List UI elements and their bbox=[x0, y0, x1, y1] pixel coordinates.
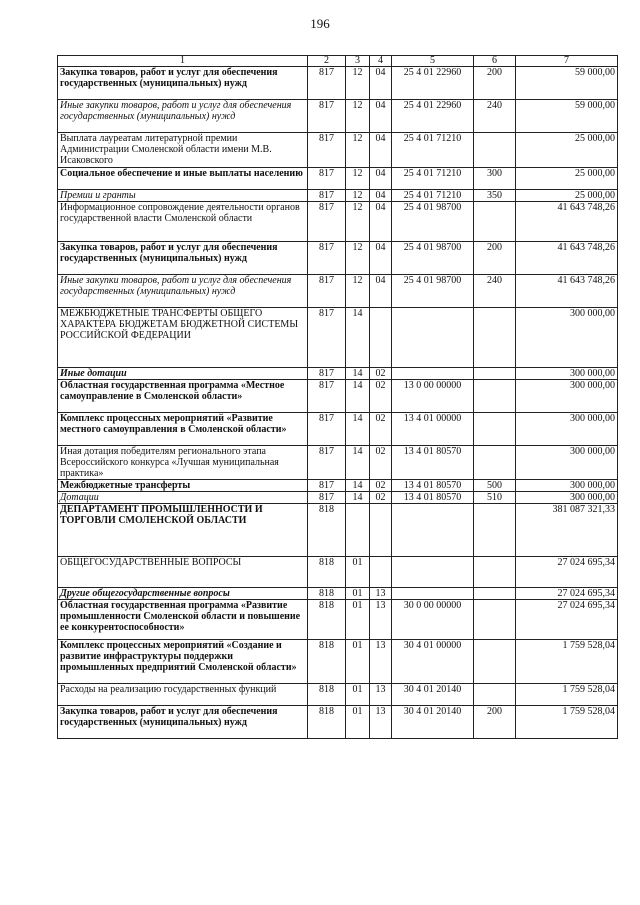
row-code-subsection: 02 bbox=[370, 380, 392, 413]
table-header-row bbox=[58, 56, 618, 67]
row-code-subsection: 04 bbox=[370, 275, 392, 308]
table-row bbox=[58, 446, 618, 480]
row-code-subsection: 13 bbox=[370, 706, 392, 739]
row-code-section: 12 bbox=[346, 168, 370, 190]
row-name: Закупка товаров, работ и услуг для обеспечения государственных (муниципальных) нужд bbox=[58, 706, 308, 739]
row-amount: 381 087 321,33 bbox=[516, 504, 618, 557]
row-code-subsection: 02 bbox=[370, 480, 392, 492]
row-code-section: 01 bbox=[346, 600, 370, 640]
row-amount: 41 643 748,26 bbox=[516, 202, 618, 242]
row-name: ДЕПАРТАМЕНТ ПРОМЫШЛЕННОСТИ И ТОРГОВЛИ СМОЛЕНСКОЙ ОБЛАСТИ bbox=[58, 504, 308, 557]
row-code-target: 13 4 01 80570 bbox=[392, 492, 474, 504]
row-code-expense-type: 200 bbox=[474, 706, 516, 739]
table-row bbox=[58, 368, 618, 380]
row-name: Иные дотации bbox=[58, 368, 308, 380]
row-name: ОБЩЕГОСУДАРСТВЕННЫЕ ВОПРОСЫ bbox=[58, 557, 308, 588]
row-code-expense-type: 240 bbox=[474, 275, 516, 308]
row-amount: 300 000,00 bbox=[516, 492, 618, 504]
row-code-subsection bbox=[370, 504, 392, 557]
header-cell: 1 bbox=[58, 56, 308, 67]
row-code-target bbox=[392, 368, 474, 380]
table-row bbox=[58, 504, 618, 557]
row-code-expense-type bbox=[474, 684, 516, 706]
row-code-section: 01 bbox=[346, 684, 370, 706]
row-code-target: 30 4 01 20140 bbox=[392, 684, 474, 706]
row-name: Комплекс процессных мероприятий «Создание и развитие инфраструктуры поддержки промышленных предприятий Смоленской области» bbox=[58, 640, 308, 684]
table-row bbox=[58, 308, 618, 368]
row-code-admin: 817 bbox=[308, 413, 346, 446]
row-code-target bbox=[392, 504, 474, 557]
row-name: Иные закупки товаров, работ и услуг для обеспечения государственных (муниципальных) нужд bbox=[58, 275, 308, 308]
row-code-subsection: 13 bbox=[370, 588, 392, 600]
row-amount: 59 000,00 bbox=[516, 67, 618, 100]
row-code-subsection: 02 bbox=[370, 492, 392, 504]
row-amount: 41 643 748,26 bbox=[516, 242, 618, 275]
table-row bbox=[58, 190, 618, 202]
table-row bbox=[58, 557, 618, 588]
row-amount: 25 000,00 bbox=[516, 168, 618, 190]
row-code-section: 12 bbox=[346, 275, 370, 308]
row-code-section: 14 bbox=[346, 480, 370, 492]
row-code-admin: 817 bbox=[308, 492, 346, 504]
row-code-subsection: 04 bbox=[370, 67, 392, 100]
row-code-section: 14 bbox=[346, 446, 370, 480]
row-code-expense-type bbox=[474, 308, 516, 368]
row-code-admin: 818 bbox=[308, 588, 346, 600]
row-code-admin: 817 bbox=[308, 133, 346, 168]
row-amount: 27 024 695,34 bbox=[516, 588, 618, 600]
row-code-target: 13 4 01 80570 bbox=[392, 446, 474, 480]
row-code-admin: 817 bbox=[308, 100, 346, 133]
row-amount: 27 024 695,34 bbox=[516, 600, 618, 640]
row-amount: 27 024 695,34 bbox=[516, 557, 618, 588]
row-code-admin: 817 bbox=[308, 446, 346, 480]
row-code-expense-type bbox=[474, 133, 516, 168]
row-code-admin: 817 bbox=[308, 190, 346, 202]
row-code-subsection: 04 bbox=[370, 168, 392, 190]
row-name: Расходы на реализацию государственных функций bbox=[58, 684, 308, 706]
table-row bbox=[58, 202, 618, 242]
row-name: Иная дотация победителям регионального этапа Всероссийского конкурса «Лучшая муниципальная практика» bbox=[58, 446, 308, 480]
table-row bbox=[58, 600, 618, 640]
row-amount: 1 759 528,04 bbox=[516, 706, 618, 739]
header-cell: 3 bbox=[346, 56, 370, 67]
row-code-subsection: 02 bbox=[370, 446, 392, 480]
row-code-subsection: 04 bbox=[370, 100, 392, 133]
row-code-target: 25 4 01 22960 bbox=[392, 100, 474, 133]
row-code-expense-type: 350 bbox=[474, 190, 516, 202]
row-code-admin: 818 bbox=[308, 557, 346, 588]
row-code-section: 14 bbox=[346, 492, 370, 504]
row-code-admin: 817 bbox=[308, 308, 346, 368]
row-code-target: 30 4 01 00000 bbox=[392, 640, 474, 684]
row-name: Комплекс процессных мероприятий «Развитие местного самоуправления в Смоленской области» bbox=[58, 413, 308, 446]
table-row bbox=[58, 413, 618, 446]
row-code-subsection: 13 bbox=[370, 600, 392, 640]
table-row bbox=[58, 275, 618, 308]
row-code-admin: 817 bbox=[308, 168, 346, 190]
row-code-target bbox=[392, 308, 474, 368]
row-code-subsection bbox=[370, 308, 392, 368]
row-name: Другие общегосударственные вопросы bbox=[58, 588, 308, 600]
row-code-target: 25 4 01 71210 bbox=[392, 190, 474, 202]
row-code-target: 25 4 01 22960 bbox=[392, 67, 474, 100]
row-code-expense-type bbox=[474, 588, 516, 600]
row-code-section: 01 bbox=[346, 706, 370, 739]
row-amount: 41 643 748,26 bbox=[516, 275, 618, 308]
row-code-expense-type bbox=[474, 380, 516, 413]
row-code-subsection: 13 bbox=[370, 684, 392, 706]
row-code-expense-type: 500 bbox=[474, 480, 516, 492]
header-cell: 5 bbox=[392, 56, 474, 67]
row-code-section: 12 bbox=[346, 202, 370, 242]
row-code-expense-type bbox=[474, 413, 516, 446]
row-code-target bbox=[392, 557, 474, 588]
row-code-admin: 818 bbox=[308, 640, 346, 684]
row-code-section: 12 bbox=[346, 67, 370, 100]
row-code-subsection: 04 bbox=[370, 202, 392, 242]
row-name: Выплата лауреатам литературной премии Администрации Смоленской области имени М.В. Исаковского bbox=[58, 133, 308, 168]
row-amount: 300 000,00 bbox=[516, 446, 618, 480]
row-code-section: 14 bbox=[346, 308, 370, 368]
row-code-target: 30 0 00 00000 bbox=[392, 600, 474, 640]
row-amount: 25 000,00 bbox=[516, 190, 618, 202]
row-code-section: 01 bbox=[346, 640, 370, 684]
row-code-admin: 817 bbox=[308, 480, 346, 492]
row-name: Закупка товаров, работ и услуг для обеспечения государственных (муниципальных) нужд bbox=[58, 67, 308, 100]
table-row bbox=[58, 492, 618, 504]
header-cell: 7 bbox=[516, 56, 618, 67]
header-cell: 2 bbox=[308, 56, 346, 67]
row-name: Закупка товаров, работ и услуг для обеспечения государственных (муниципальных) нужд bbox=[58, 242, 308, 275]
row-code-subsection: 04 bbox=[370, 190, 392, 202]
row-code-section: 01 bbox=[346, 557, 370, 588]
row-code-expense-type: 510 bbox=[474, 492, 516, 504]
row-code-subsection: 02 bbox=[370, 413, 392, 446]
header-cell: 6 bbox=[474, 56, 516, 67]
row-code-expense-type bbox=[474, 557, 516, 588]
row-code-expense-type bbox=[474, 446, 516, 480]
table-row bbox=[58, 168, 618, 190]
row-name: Областная государственная программа «Местное самоуправление в Смоленской области» bbox=[58, 380, 308, 413]
row-code-target: 13 4 01 00000 bbox=[392, 413, 474, 446]
row-amount: 1 759 528,04 bbox=[516, 640, 618, 684]
row-code-admin: 817 bbox=[308, 242, 346, 275]
row-amount: 25 000,00 bbox=[516, 133, 618, 168]
row-amount: 300 000,00 bbox=[516, 368, 618, 380]
row-code-target: 25 4 01 98700 bbox=[392, 275, 474, 308]
table-row bbox=[58, 640, 618, 684]
table-row bbox=[58, 100, 618, 133]
table-row bbox=[58, 380, 618, 413]
row-code-admin: 817 bbox=[308, 67, 346, 100]
row-code-admin: 817 bbox=[308, 275, 346, 308]
row-code-section: 14 bbox=[346, 368, 370, 380]
row-code-subsection: 04 bbox=[370, 242, 392, 275]
row-code-admin: 818 bbox=[308, 706, 346, 739]
row-amount: 59 000,00 bbox=[516, 100, 618, 133]
row-amount: 300 000,00 bbox=[516, 413, 618, 446]
row-code-admin: 817 bbox=[308, 380, 346, 413]
row-code-admin: 817 bbox=[308, 202, 346, 242]
row-code-section: 14 bbox=[346, 413, 370, 446]
row-code-target: 25 4 01 71210 bbox=[392, 133, 474, 168]
row-name: Информационное сопровождение деятельности органов государственной власти Смоленской области bbox=[58, 202, 308, 242]
row-code-admin: 817 bbox=[308, 368, 346, 380]
table-row bbox=[58, 480, 618, 492]
row-code-target: 30 4 01 20140 bbox=[392, 706, 474, 739]
table-row bbox=[58, 67, 618, 100]
row-name: Дотации bbox=[58, 492, 308, 504]
row-code-expense-type: 200 bbox=[474, 242, 516, 275]
row-code-section: 14 bbox=[346, 380, 370, 413]
row-code-subsection bbox=[370, 557, 392, 588]
row-name: Социальное обеспечение и иные выплаты населению bbox=[58, 168, 308, 190]
row-code-target bbox=[392, 588, 474, 600]
row-code-section: 12 bbox=[346, 133, 370, 168]
table-row bbox=[58, 133, 618, 168]
row-code-section: 12 bbox=[346, 242, 370, 275]
row-code-expense-type: 300 bbox=[474, 168, 516, 190]
row-code-section: 12 bbox=[346, 100, 370, 133]
row-code-subsection: 04 bbox=[370, 133, 392, 168]
row-code-subsection: 02 bbox=[370, 368, 392, 380]
row-code-admin: 818 bbox=[308, 600, 346, 640]
row-name: Межбюджетные трансферты bbox=[58, 480, 308, 492]
header-cell: 4 bbox=[370, 56, 392, 67]
row-name: Иные закупки товаров, работ и услуг для обеспечения государственных (муниципальных) нужд bbox=[58, 100, 308, 133]
row-code-target: 25 4 01 98700 bbox=[392, 202, 474, 242]
row-code-expense-type: 240 bbox=[474, 100, 516, 133]
row-name: Премии и гранты bbox=[58, 190, 308, 202]
row-amount: 300 000,00 bbox=[516, 480, 618, 492]
row-code-target: 25 4 01 71210 bbox=[392, 168, 474, 190]
row-code-section: 12 bbox=[346, 190, 370, 202]
table-row bbox=[58, 588, 618, 600]
row-amount: 300 000,00 bbox=[516, 380, 618, 413]
row-code-admin: 818 bbox=[308, 504, 346, 557]
budget-table bbox=[57, 55, 618, 739]
row-code-expense-type bbox=[474, 368, 516, 380]
table-row bbox=[58, 684, 618, 706]
row-name: МЕЖБЮДЖЕТНЫЕ ТРАНСФЕРТЫ ОБЩЕГО ХАРАКТЕРА БЮДЖЕТАМ БЮДЖЕТНОЙ СИСТЕМЫ РОССИЙСКОЙ ФЕДЕРАЦИИ bbox=[58, 308, 308, 368]
table-row bbox=[58, 242, 618, 275]
row-name: Областная государственная программа «Развитие промышленности Смоленской области и повышение ее конкурентоспособности» bbox=[58, 600, 308, 640]
row-code-expense-type bbox=[474, 640, 516, 684]
row-code-section bbox=[346, 504, 370, 557]
row-code-admin: 818 bbox=[308, 684, 346, 706]
row-code-target: 25 4 01 98700 bbox=[392, 242, 474, 275]
row-amount: 1 759 528,04 bbox=[516, 684, 618, 706]
row-code-expense-type: 200 bbox=[474, 67, 516, 100]
page-number: 196 bbox=[310, 16, 330, 31]
row-code-expense-type bbox=[474, 202, 516, 242]
row-code-target: 13 0 00 00000 bbox=[392, 380, 474, 413]
row-code-subsection: 13 bbox=[370, 640, 392, 684]
row-code-section: 01 bbox=[346, 588, 370, 600]
row-amount: 300 000,00 bbox=[516, 308, 618, 368]
row-code-target: 13 4 01 80570 bbox=[392, 480, 474, 492]
row-code-expense-type bbox=[474, 600, 516, 640]
table-row bbox=[58, 706, 618, 739]
row-code-expense-type bbox=[474, 504, 516, 557]
